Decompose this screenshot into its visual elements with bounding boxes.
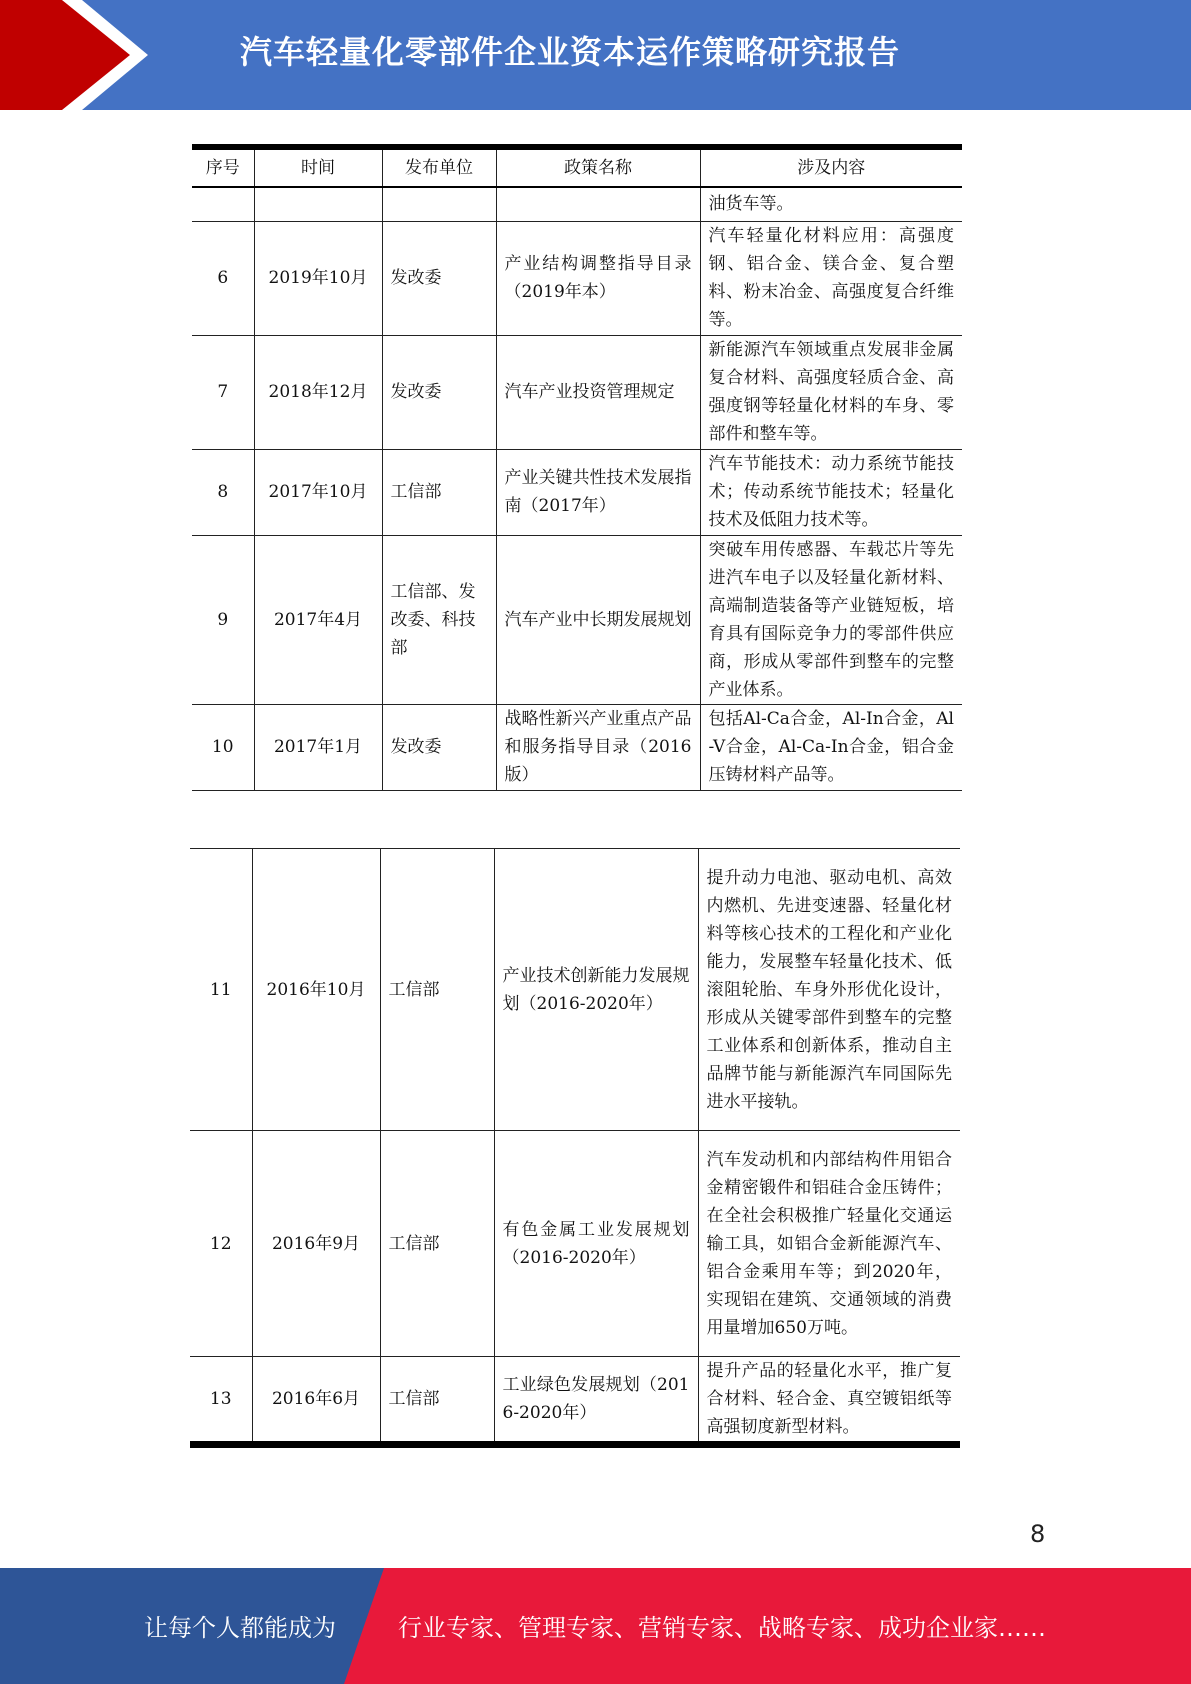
footer-slogan-left: 让每个人都能成为: [144, 1614, 336, 1642]
row-policy: 产业结构调整指导目录（2019年本）: [496, 221, 700, 335]
table-row: [192, 535, 962, 704]
row-date: 2017年10月: [254, 449, 382, 535]
col-header-date: 时间: [254, 147, 382, 187]
row-policy: 工业绿色发展规划（2016-2020年）: [494, 1357, 698, 1445]
row-issuer: 工信部: [380, 849, 494, 1131]
row-content: 汽车节能技术：动力系统节能技术；传动系统节能技术；轻量化技术及低阻力技术等。: [700, 449, 962, 535]
table-row: [192, 449, 962, 535]
row-number: 6: [192, 221, 254, 335]
row-content: 汽车发动机和内部结构件用铝合金精密锻件和铝硅合金压铸件；在全社会积极推广轻量化交通运输工具，如铝合金新能源汽车、铝合金乘用车等；到2020年，实现铝在建筑、交通领域的消费用量增加650万吨。: [698, 1131, 960, 1357]
col-header-policy: 政策名称: [496, 147, 700, 187]
row-number: 7: [192, 335, 254, 449]
table-row: [192, 335, 962, 449]
row-policy: 汽车产业中长期发展规划: [496, 535, 700, 704]
row-number: 12: [190, 1131, 252, 1357]
row-content: 突破车用传感器、车载芯片等先进汽车电子以及轻量化新材料、高端制造装备等产业链短板，培育具有国际竞争力的零部件供应商，形成从零部件到整车的完整产业体系。: [700, 535, 962, 704]
row-policy: 战略性新兴产业重点产品和服务指导目录（2016版）: [496, 704, 700, 790]
row-policy: 汽车产业投资管理规定: [496, 335, 700, 449]
page-number: 8: [1030, 1520, 1046, 1548]
row-date: 2016年6月: [252, 1357, 380, 1445]
report-title: 汽车轻量化零部件企业资本运作策略研究报告: [240, 33, 901, 71]
table-row: [192, 221, 962, 335]
row-issuer: 发改委: [382, 221, 496, 335]
col-header-number: 序号: [192, 147, 254, 187]
row-issuer: 工信部、发改委、科技部: [382, 535, 496, 704]
row-date: 2016年10月: [252, 849, 380, 1131]
table-row: [190, 1131, 960, 1357]
row-content: 提升动力电池、驱动电机、高效内燃机、先进变速器、轻量化材料等核心技术的工程化和产业化能力，发展整车轻量化技术、低滚阻轮胎、车身外形优化设计，形成从关键零部件到整车的完整工业体系和创新体系，推动自主品牌节能与新能源汽车同国际先进水平接轨。: [698, 849, 960, 1131]
row-policy: 产业技术创新能力发展规划（2016-2020年）: [494, 849, 698, 1131]
table-header-row: [192, 147, 962, 187]
row-number: 13: [190, 1357, 252, 1445]
policy-table-part-2: [190, 848, 960, 1448]
row-issuer: 发改委: [382, 704, 496, 790]
row-issuer: 工信部: [380, 1357, 494, 1445]
policy-table-part-1: [192, 144, 962, 791]
col-header-issuer: 发布单位: [382, 147, 496, 187]
table-row: [192, 704, 962, 790]
table-row: [190, 1357, 960, 1445]
row-number: 8: [192, 449, 254, 535]
row-content: 新能源汽车领域重点发展非金属复合材料、高强度轻质合金、高强度钢等轻量化材料的车身、零部件和整车等。: [700, 335, 962, 449]
row-number: 11: [190, 849, 252, 1131]
row-number: 9: [192, 535, 254, 704]
row-policy: 产业关键共性技术发展指南（2017年）: [496, 449, 700, 535]
table-row: [190, 849, 960, 1131]
page-footer: [0, 1568, 1191, 1684]
row-number: 10: [192, 704, 254, 790]
row-date: 2017年1月: [254, 704, 382, 790]
col-header-content: 涉及内容: [700, 147, 962, 187]
row-issuer: 发改委: [382, 335, 496, 449]
row-content: 提升产品的轻量化水平，推广复合材料、轻合金、真空镀铝纸等高强韧度新型材料。: [698, 1357, 960, 1445]
footer-slogan-right: 行业专家、管理专家、营销专家、战略专家、成功企业家……: [398, 1614, 1046, 1642]
continuation-content: 油货车等。: [700, 187, 962, 221]
page-header: [0, 0, 1191, 110]
row-date: 2018年12月: [254, 335, 382, 449]
row-policy: 有色金属工业发展规划（2016-2020年）: [494, 1131, 698, 1357]
row-date: 2019年10月: [254, 221, 382, 335]
row-issuer: 工信部: [380, 1131, 494, 1357]
row-date: 2016年9月: [252, 1131, 380, 1357]
row-issuer: 工信部: [382, 449, 496, 535]
row-date: 2017年4月: [254, 535, 382, 704]
table-row-continuation: [192, 187, 962, 221]
row-content: 汽车轻量化材料应用：高强度钢、铝合金、镁合金、复合塑料、粉末冶金、高强度复合纤维等。: [700, 221, 962, 335]
row-content: 包括Al-Ca合金，Al-In合金，Al-V合金，Al-Ca-In合金，铝合金压铸材料产品等。: [700, 704, 962, 790]
